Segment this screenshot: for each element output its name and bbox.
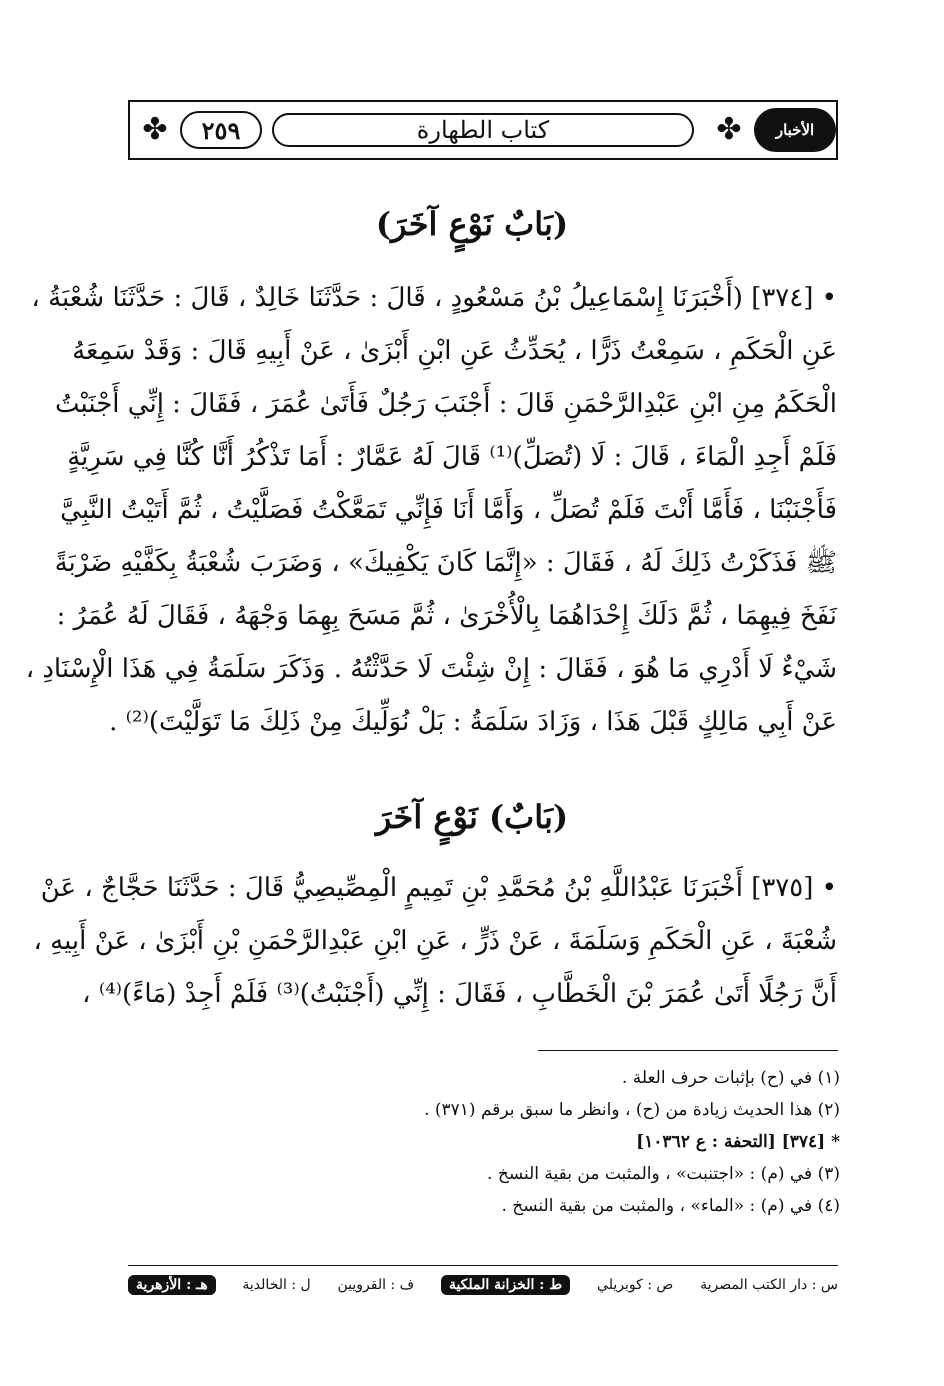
footnote: (٣) في (م) : «اجتنبت» ، والمثبت من بقية النسخ . <box>487 1164 840 1184</box>
publisher-logo: الأخبار <box>754 108 836 152</box>
sigla-divider <box>128 1265 838 1266</box>
manuscript-sigla <box>128 1270 838 1300</box>
text-line: عَنِ الْحَكَمِ ، سَمِعْتُ ذَرًّا ، يُحَدِّثُ عَنِ ابْنِ أَبْزَىٰ ، عَنْ أَبِيهِ قَالَ : وَقَدْ سَمِعَهُ <box>72 336 837 366</box>
section-title-2: (بَابٌ) نَوْعٍ آخَرَ <box>375 798 569 836</box>
page-number: ٢٥٩ <box>180 111 262 149</box>
text-line: عَنْ أَبِي مَالِكٍ قَبْلَ هَذَا ، وَزَادَ سَلَمَةُ : بَلْ نُوَلِّيكَ مِنْ ذَلِكَ مَا تَوَلَّيْتَ)⁽²⁾ . <box>109 707 837 737</box>
sigla-item: ل : الخالدية <box>242 1277 311 1293</box>
text-line: نَفَخَ فِيهِمَا ، ثُمَّ دَلَكَ إِحْدَاهُمَا بِالْأُخْرَىٰ ، ثُمَّ مَسَحَ بِهِمَا وَجْهَهُ ، فَقَالَ لَهُ عُمَرُ : <box>56 601 837 631</box>
sigla-item-highlighted: هـ : الأزهرية <box>128 1275 216 1295</box>
text-line: ﷺ فَذَكَرْتُ ذَلِكَ لَهُ ، فَقَالَ : «إِنَّمَا كَانَ يَكْفِيكَ» ، وَضَرَبَ شُعْبَةُ بِكَفَّيْهِ ضَرْبَةً <box>54 548 837 578</box>
left-ornament-icon: ✤ <box>142 112 168 147</box>
page-header <box>128 100 838 160</box>
section-title-1: (بَابٌ نَوْعٍ آخَرَ) <box>375 205 569 243</box>
sigla-item: س : دار الكتب المصرية <box>700 1277 838 1293</box>
text-line: • [٣٧٤] (أَخْبَرَنَا إِسْمَاعِيلُ بْنُ مَسْعُودٍ ، قَالَ : حَدَّثَنَا خَالِدٌ ، قَالَ : حَدَّثَنَا شُعْبَةُ ، <box>31 283 837 313</box>
footnote-divider <box>538 1050 838 1051</box>
right-ornament-icon: ✤ <box>716 112 742 147</box>
footnote-tuhfa: * [٣٧٤] [التحفة : ع ١٠٣٦٢] <box>636 1132 840 1152</box>
text-line: الْحَكَمُ مِنِ ابْنِ عَبْدِالرَّحْمَنِ قَالَ : أَجْنَبَ رَجُلٌ فَأَتَىٰ عُمَرَ ، فَقَالَ : إِنِّي أَجْنَبْتُ <box>55 389 837 419</box>
footnote: (٤) في (م) : «الماء» ، والمثبت من بقية النسخ . <box>501 1196 840 1216</box>
text-line: فَلَمْ أَجِدِ الْمَاءَ ، قَالَ : لَا (تُصَلِّ)⁽¹⁾ قَالَ لَهُ عَمَّارٌ : أَمَا تَذْكُرُ أَنَّا كُنَّا فِي سَرِيَّةٍ <box>67 442 837 472</box>
hadith-375 <box>33 862 837 1021</box>
book-title: كتاب الطهارة <box>272 113 694 147</box>
text-line: شُعْبَةَ ، عَنِ الْحَكَمِ وَسَلَمَةَ ، عَنْ ذَرٍّ ، عَنِ ابْنِ عَبْدِالرَّحْمَنِ بْنِ أَبْزَىٰ ، عَنْ أَبِيهِ ، <box>33 926 837 956</box>
sigla-item: ف : القرويين <box>337 1277 415 1293</box>
footnote: (١) في (ح) بإثبات حرف العلة . <box>621 1068 840 1088</box>
footnotes <box>380 1062 840 1222</box>
text-line: فَأَجْنَبْنَا ، فَأَمَّا أَنْتَ فَلَمْ تُصَلِّ ، وَأَمَّا أَنَا فَإِنِّي تَمَعَّكْتُ فَصَلَّيْتُ ، ثُمَّ أَتَيْتُ النَّبِيَّ <box>60 495 837 525</box>
text-line: شَيْءٌ لَا أَدْرِي مَا هُوَ ، فَقَالَ : إِنْ شِئْتَ لَا حَدَّثْتُهُ . وَذَكَرَ سَلَمَةُ فِي هَذَا الْإِسْنَادِ ، <box>25 654 837 684</box>
hadith-374 <box>25 272 837 749</box>
text-line: أَنَّ رَجُلًا أَتَىٰ عُمَرَ بْنَ الْخَطَّابِ ، فَقَالَ : إِنِّي (أَجْنَبْتُ)⁽³⁾ فَلَمْ أَجِدْ (مَاءً)⁽⁴⁾ ، <box>82 979 837 1009</box>
sigla-item: ص : كوبريلي <box>597 1277 674 1293</box>
footnote: (٢) هذا الحديث زيادة من (ح) ، وانظر ما سبق برقم (٣٧١) . <box>424 1100 840 1120</box>
sigla-item-highlighted: ط : الخزانة الملكية <box>441 1275 570 1295</box>
text-line: • [٣٧٥] أَخْبَرَنَا عَبْدُاللَّهِ بْنُ مُحَمَّدِ بْنِ تَمِيمٍ الْمِصِّيصِيُّ قَالَ : حَدَّثَنَا حَجَّاجٌ ، عَنْ <box>40 873 837 903</box>
